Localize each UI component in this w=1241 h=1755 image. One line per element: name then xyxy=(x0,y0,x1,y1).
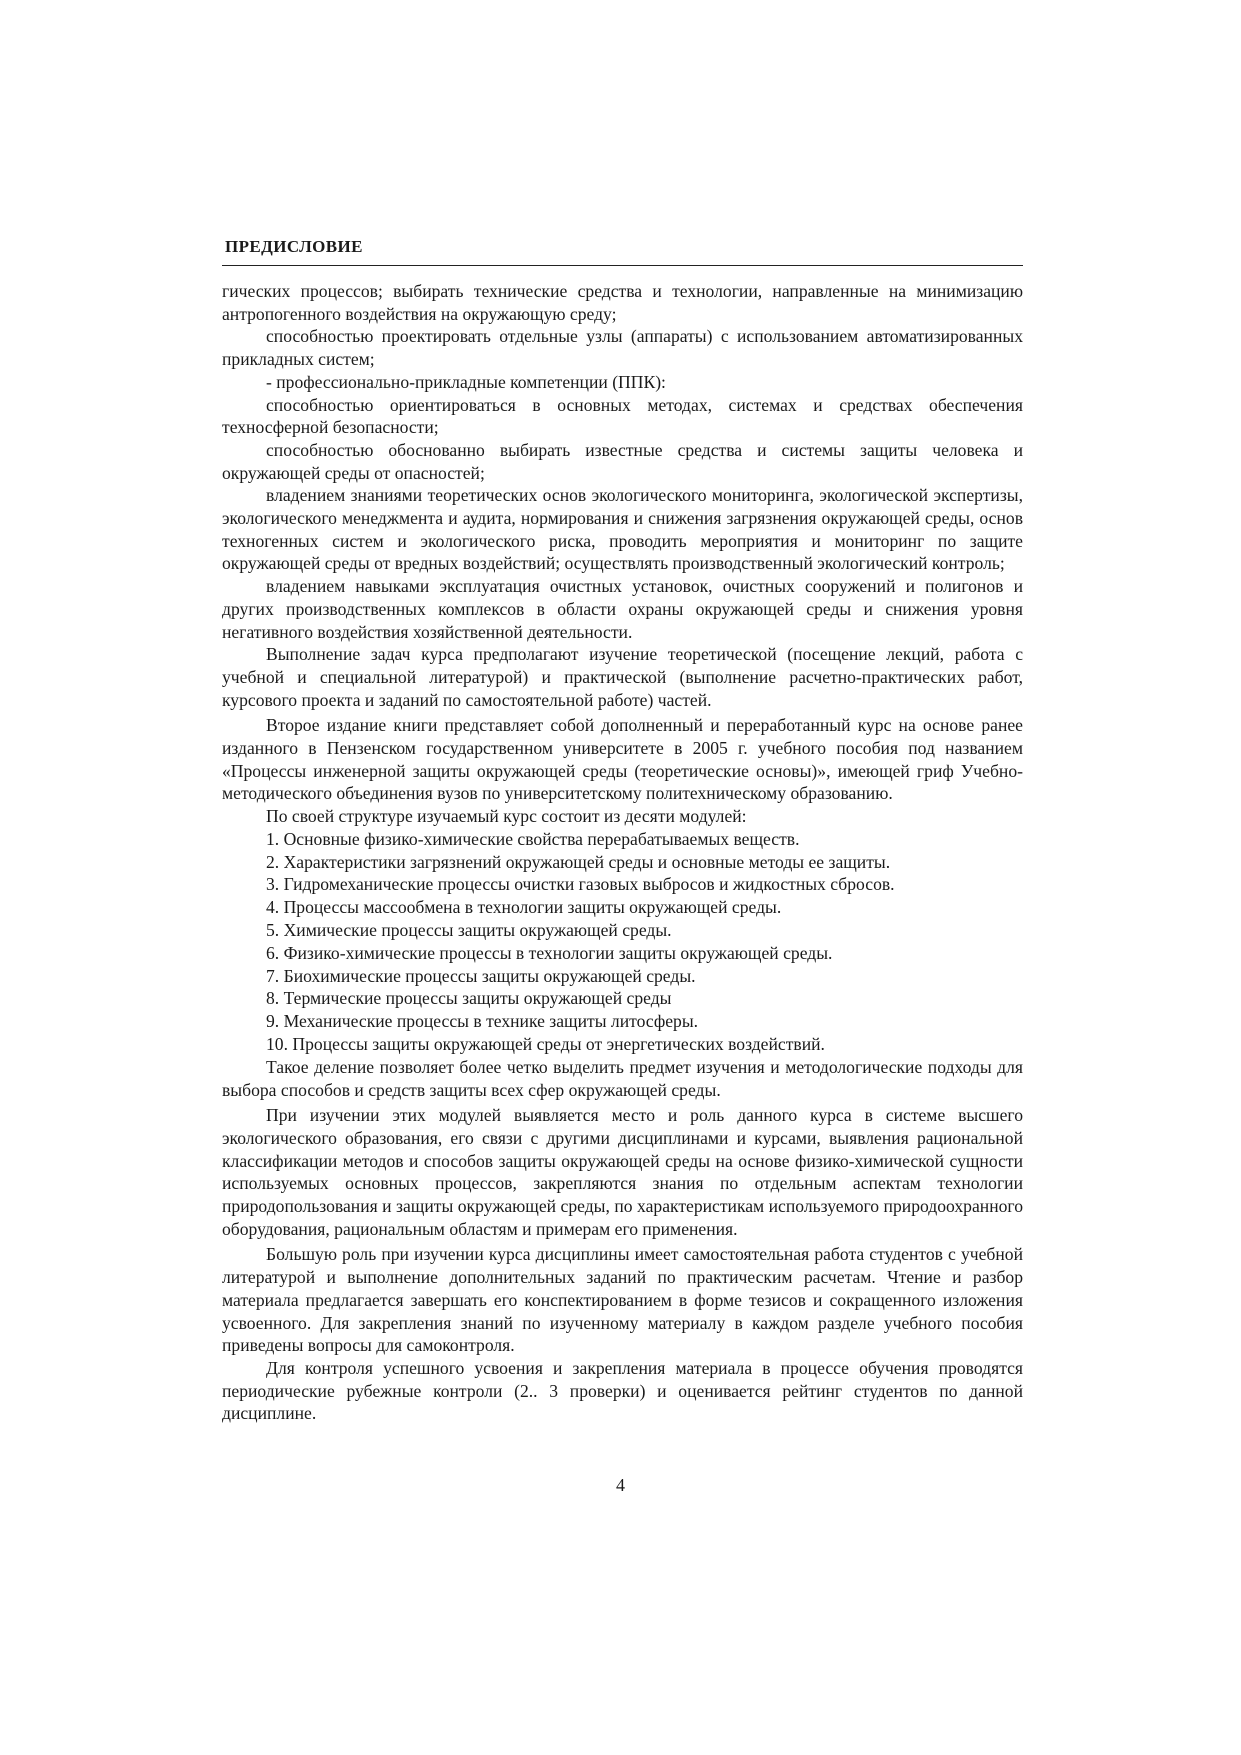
list-item: 8. Термические процессы защиты окружающей среды xyxy=(266,988,672,1009)
paragraph-course-tasks: Выполнение задач курса предполагают изучение теоретической (посещение лекций, работа с учебной и специальной литературой) и практической (выполнение расчетно-практических работ, курсового проекта и заданий по самостоятельной работе) частей. xyxy=(222,644,1023,710)
list-item: 9. Механические процессы в технике защиты литосферы. xyxy=(266,1011,699,1032)
paragraph-ppk-heading: - профессионально-прикладные компетенции (ППК): xyxy=(266,371,666,392)
list-item: 10. Процессы защиты окружающей среды от энергетических воздействий. xyxy=(266,1034,825,1055)
paragraph-self-study: Большую роль при изучении курса дисциплины имеет самостоятельная работа студентов с учебной литературой и выполнение дополнительных заданий по практическим расчетам. Чтение и разбор материала предлагается завершать его конспектированием в форме тезисов и сокращенного изложения усвоенного. Для закрепления знаний по изученному материалу в каждом разделе учебного пособия приведены вопросы для самоконтроля. xyxy=(222,1244,1023,1356)
paragraph-second-edition: Второе издание книги представляет собой дополненный и переработанный курс на основе ранее изданного в Пензенском государственном университете в 2005 г. учебного пособия под названием «Процессы инженерной защиты окружающей среды (теоретические основы)», имеющей гриф Учебно-методического объединения вузов по университетскому политехническому образованию. xyxy=(222,715,1023,804)
paragraph-modules-study: При изучении этих модулей выявляется место и роль данного курса в системе высшего экологического образования, его связи с другими дисциплинами и курсами, выявления рациональной классификации методов и способов защиты окружающей среды на основе физико-химической сущности используемых основных процессов, закрепляются знания по отдельным аспектам технологии природопользования и защиты окружающей среды, по характеристикам используемого природоохранного оборудования, рациональным областям и примерам его применения. xyxy=(222,1105,1023,1239)
paragraph-competence-choose: способностью обоснованно выбирать известные средства и системы защиты человека и окружающей среды от опасностей; xyxy=(222,439,1023,483)
paragraph-control: Для контроля успешного усвоения и закрепления материала в процессе обучения проводятся периодические рубежные контроли (2.. 3 проверки) и оценивается рейтинг студентов по данной дисциплине. xyxy=(222,1357,1023,1424)
paragraph-competence-knowledge: владением знаниями теоретических основ экологического мониторинга, экологической экспертизы, экологического менеджмента и аудита, нормирования и снижения загрязнения окружающей среды, основ техногенных систем и экологического риска, проводить мероприятия и мониторинг по защите окружающей среды от вредных воздействий; осуществлять производственный экологический контроль; xyxy=(222,485,1023,574)
list-item: 1. Основные физико-химические свойства перерабатываемых веществ. xyxy=(266,828,800,849)
paragraph-competence-skills: владением навыками эксплуатация очистных установок, очистных сооружений и полигонов и других производственных комплексов в области охраны окружающей среды и снижения уровня негативного воздействия хозяйственной деятельности. xyxy=(222,576,1023,642)
list-item: 6. Физико-химические процессы в технологии защиты окружающей среды. xyxy=(266,942,833,963)
module-list xyxy=(222,828,1023,1056)
paragraph-continued: гических процессов; выбирать технические средства и технологии, направленные на минимизацию антропогенного воздействия на окружающую среду; xyxy=(222,281,1023,324)
header-rule xyxy=(222,265,1023,266)
list-item: 7. Биохимические процессы защиты окружающей среды. xyxy=(266,965,696,986)
body-text xyxy=(222,280,1023,1425)
list-item: 4. Процессы массообмена в технологии защиты окружающей среды. xyxy=(266,897,782,918)
paragraph-division: Такое деление позволяет более четко выделить предмет изучения и методологические подходы для выбора способов и средств защиты всех сфер окружающей среды. xyxy=(222,1056,1023,1100)
paragraph-competence-design: способностью проектировать отдельные узлы (аппараты) с использованием автоматизированных прикладных систем; xyxy=(222,326,1023,370)
running-title: ПРЕДИСЛОВИЕ xyxy=(225,237,363,256)
page-number: 4 xyxy=(616,1475,625,1495)
paragraph-competence-orient: способностью ориентироваться в основных методах, системах и средствах обеспечения техносферной безопасности; xyxy=(222,394,1023,438)
list-item: 5. Химические процессы защиты окружающей среды. xyxy=(266,920,672,941)
paragraph-structure-intro: По своей структуре изучаемый курс состоит из десяти модулей: xyxy=(266,806,747,827)
list-item: 2. Характеристики загрязнений окружающей среды и основные методы ее защиты. xyxy=(266,851,891,872)
list-item: 3. Гидромеханические процессы очистки газовых выбросов и жидкостных сбросов. xyxy=(266,874,895,895)
